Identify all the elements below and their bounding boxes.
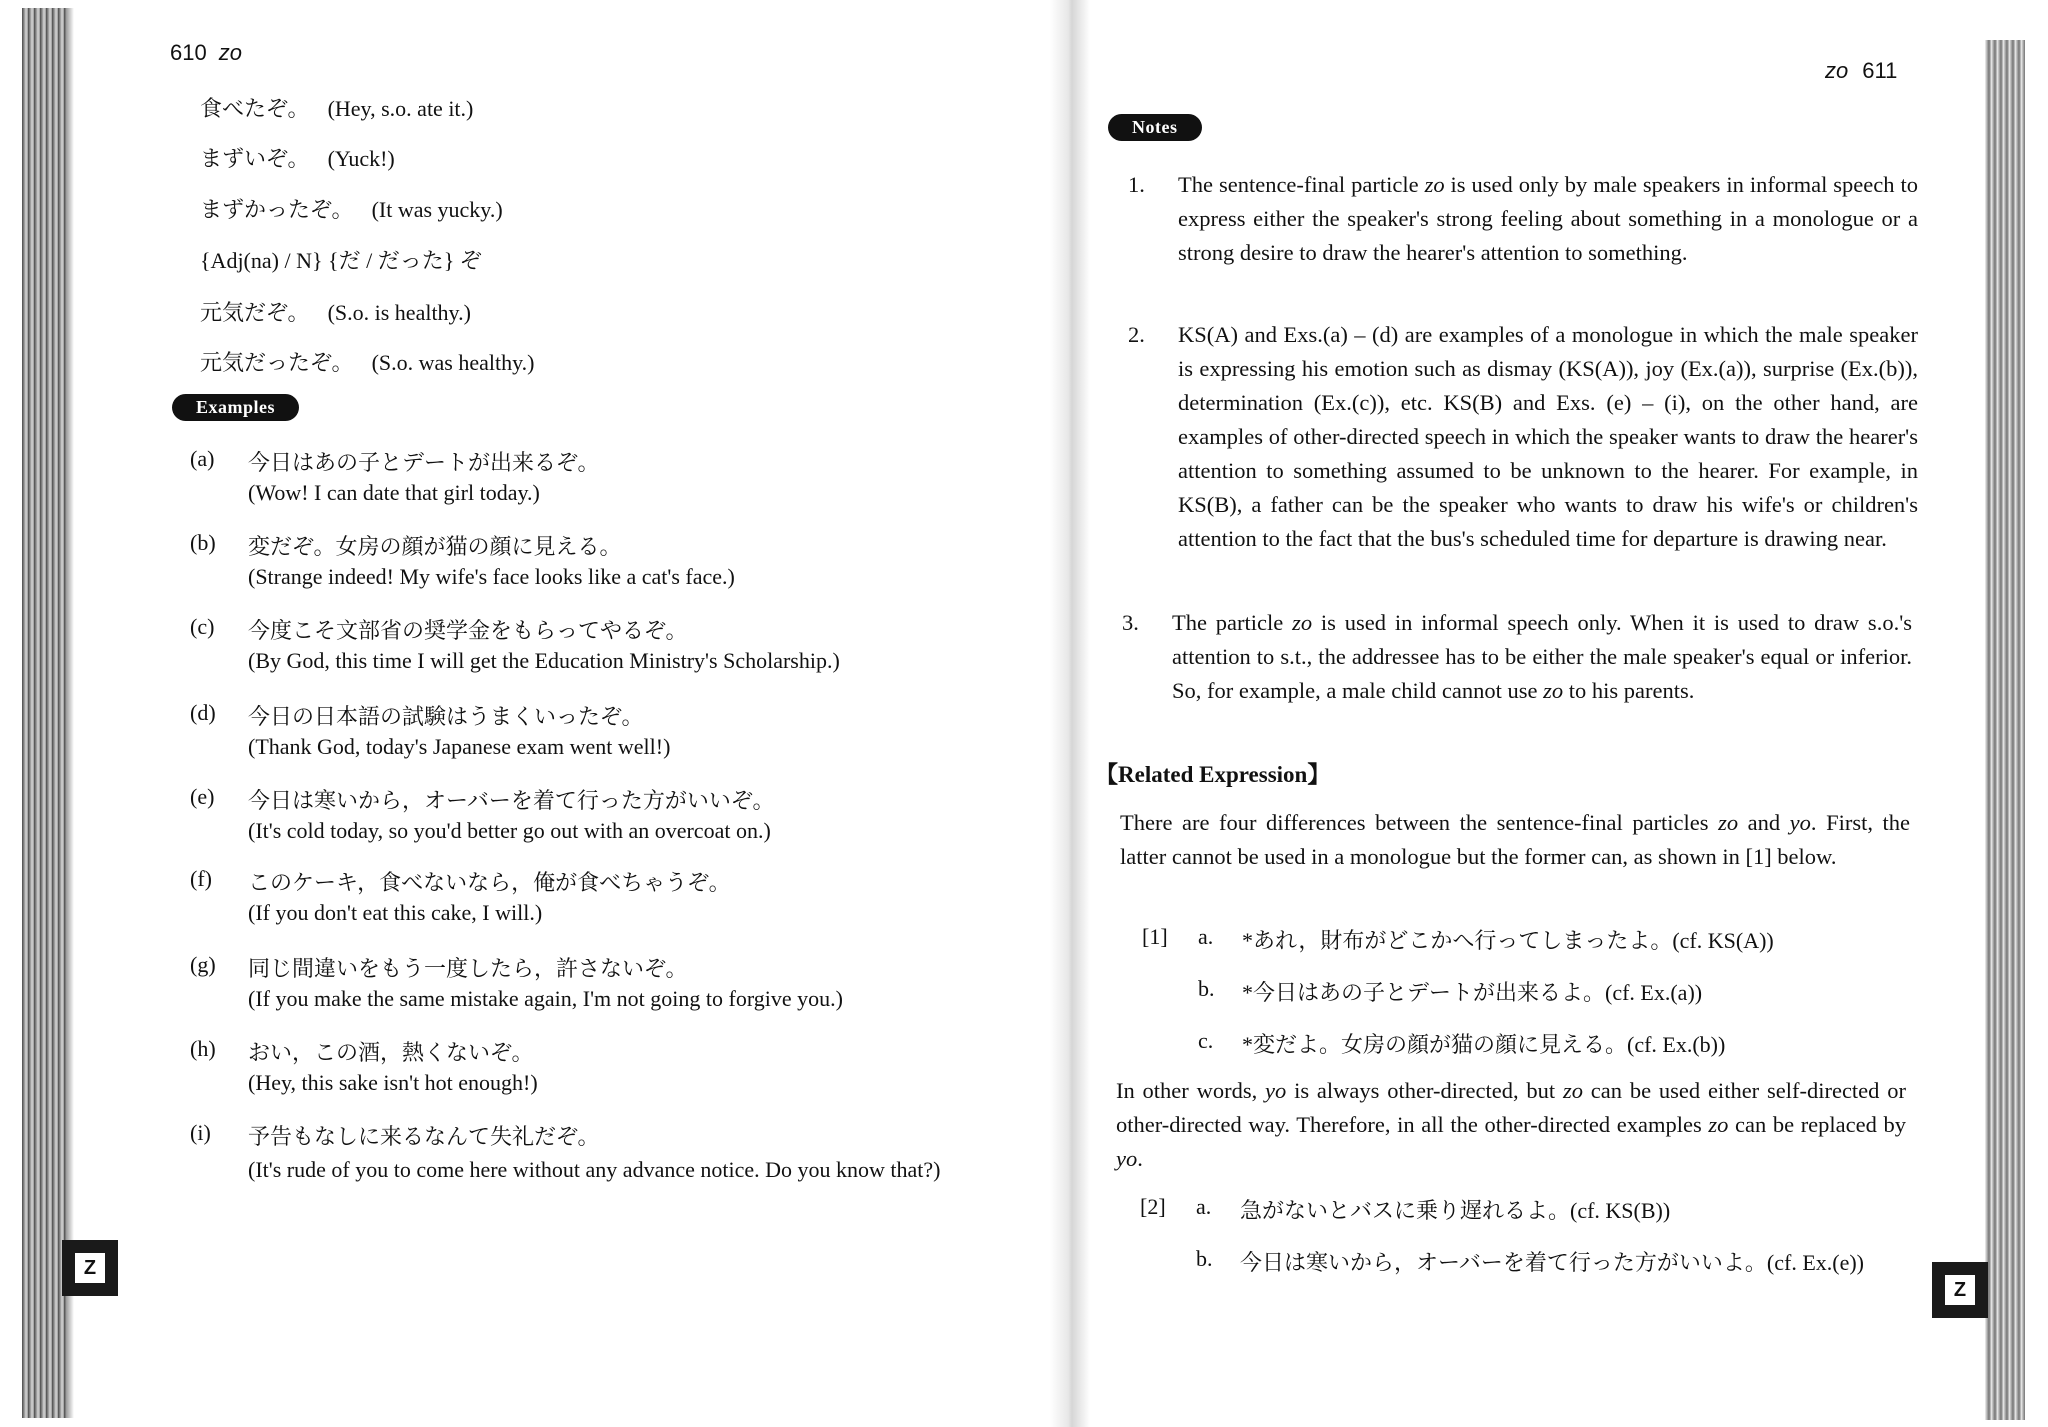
pattern-gloss: (Hey, s.o. ate it.) <box>327 96 474 121</box>
pattern-jp: 元気だったぞ。 <box>200 350 354 375</box>
book-edge-right <box>1985 40 2025 1420</box>
pattern-gloss: (S.o. is healthy.) <box>327 300 471 325</box>
related-example-text: 今日は寒いから，オーバーを着て行った方がいいよ。(cf. Ex.(e)) <box>1240 1250 1865 1275</box>
pattern-jp: 元気だぞ。 <box>200 300 310 325</box>
note-number: 1. <box>1128 172 1145 197</box>
example-en: (Hey, this sake isn't hot enough!) <box>248 1070 538 1095</box>
example-en: (It's rude of you to come here without any advance notice. Do you know that?) <box>248 1157 941 1182</box>
pattern-line <box>200 92 473 123</box>
left-page-header <box>170 40 242 66</box>
example-en: (If you make the same mistake again, I'm not going to forgive you.) <box>248 986 843 1011</box>
example-jp: 同じ間違いをもう一度したら，許さないぞ。 <box>248 956 688 981</box>
example-label: (h) <box>190 1036 216 1061</box>
pattern-gloss: (It was yucky.) <box>371 197 503 222</box>
example-jp: 今日の日本語の試験はうまくいったぞ。 <box>248 704 644 729</box>
pattern-gloss: (Yuck!) <box>327 146 395 171</box>
example-label: (i) <box>190 1120 211 1145</box>
related-paragraph: There are four differences between the sentence-final particles zo and yo. First, the latter cannot be used in a monologue but the former can, as shown in [1] below. <box>1120 810 1910 869</box>
example-label: (a) <box>190 446 215 471</box>
example-label: (c) <box>190 614 215 639</box>
related-example-text: *あれ，財布がどこかへ行ってしまったよ。(cf. KS(A)) <box>1242 928 1774 953</box>
example-jp: 変だぞ。女房の顔が猫の顔に見える。 <box>248 534 622 559</box>
notes-badge: Notes <box>1108 114 1202 141</box>
related-expression-title: 【Related Expression】 <box>1095 762 1331 787</box>
tab-letter: Z <box>1945 1275 1975 1305</box>
example-jp: 今度こそ文部省の奨学金をもらってやるぞ。 <box>248 618 688 643</box>
example-en: (If you don't eat this cake, I will.) <box>248 900 543 925</box>
pattern-line <box>200 244 482 275</box>
example-jp: 今日はあの子とデートが出来るぞ。 <box>248 450 600 475</box>
header-word: zo <box>1825 58 1849 83</box>
note-number: 3. <box>1122 610 1139 635</box>
related-example-text: 急がないとバスに乗り遅れるよ。(cf. KS(B)) <box>1240 1198 1671 1223</box>
note-text: KS(A) and Exs.(a) – (d) are examples of a monologue in which the male speaker is expressing his emotion such as dismay (KS(A)), joy (Ex.(a)), surprise (Ex.(b)), determination (Ex.(c)), etc. KS(B) and Exs. (e) – (i), on the other hand, are examples of other-directed speech in which the speaker wants to draw the hearer's attention to something assumed to be unknown to the hearer. For example, in KS(B), a father can be the speaker who wants to draw his wife's or children's attention to the fact that the bus's scheduled time for departure is drawing near. <box>1178 322 1918 551</box>
note-text: The sentence-final particle zo is used only by male speakers in informal speech to express either the speaker's strong feeling about something in a monologue or a strong desire to draw the hearer's attention to something. <box>1178 172 1918 265</box>
pattern-line <box>200 296 471 327</box>
examples-badge: Examples <box>172 394 299 421</box>
example-label: (b) <box>190 530 216 555</box>
pattern-jp: {Adj(na) / N} {だ / だった} ぞ <box>200 248 482 273</box>
note-item <box>1128 318 1928 598</box>
note-item <box>1128 168 1928 308</box>
example-jp: 予告もなしに来るなんて失礼だぞ。 <box>248 1124 600 1149</box>
related-example-sub: a. <box>1196 1194 1212 1219</box>
header-word: zo <box>218 40 242 65</box>
example-en: (Wow! I can date that girl today.) <box>248 480 540 505</box>
note-text: The particle zo is used in informal speech only. When it is used to draw s.o.'s attention to s.t., the addressee has to be either the male speaker's equal or inferior. So, for example, a male child cannot use zo to his parents. <box>1172 610 1913 703</box>
book-edge-left <box>22 8 66 1418</box>
example-label: (e) <box>190 784 215 809</box>
book-edge-shadow <box>66 8 74 1418</box>
page-number: 610 <box>170 40 207 65</box>
related-example-sub: a. <box>1198 924 1214 949</box>
example-en: (It's cold today, so you'd better go out with an overcoat on.) <box>248 818 771 843</box>
note-number: 2. <box>1128 322 1145 347</box>
pattern-jp: まずかったぞ。 <box>200 197 354 222</box>
thumb-index-tab-left <box>62 1240 118 1296</box>
pattern-jp: まずいぞ。 <box>200 146 310 171</box>
pattern-gloss: (S.o. was healthy.) <box>371 350 535 375</box>
example-jp: このケーキ，食べないなら，俺が食べちゃうぞ。 <box>248 870 731 895</box>
right-page-header <box>1825 58 1897 84</box>
example-en: (By God, this time I will get the Education Ministry's Scholarship.) <box>248 648 840 673</box>
tab-letter: Z <box>75 1253 105 1283</box>
related-example-tag: [2] <box>1140 1194 1166 1219</box>
example-label: (d) <box>190 700 216 725</box>
book-gutter <box>1050 0 1090 1427</box>
example-label: (g) <box>190 952 216 977</box>
related-example-text: *変だよ。女房の顔が猫の顔に見える。(cf. Ex.(b)) <box>1242 1032 1726 1057</box>
example-jp: おい，この酒，熱くないぞ。 <box>248 1040 534 1065</box>
example-en: (Strange indeed! My wife's face looks like a cat's face.) <box>248 564 735 589</box>
related-example-tag: [1] <box>1142 924 1168 949</box>
thumb-index-tab-right <box>1932 1262 1988 1318</box>
pattern-line <box>200 142 395 173</box>
example-label: (f) <box>190 866 212 891</box>
example-en: (Thank God, today's Japanese exam went well!) <box>248 734 671 759</box>
pattern-line <box>200 193 503 224</box>
related-paragraph: In other words, yo is always other-directed, but zo can be used either self-directed or other-directed way. Therefore, in all the other-directed examples zo can be replaced by yo. <box>1116 1078 1906 1171</box>
related-example-sub: c. <box>1198 1028 1214 1053</box>
pattern-line <box>200 346 535 377</box>
note-item <box>1122 606 1922 746</box>
related-example-sub: b. <box>1196 1246 1213 1271</box>
related-example-text: *今日はあの子とデートが出来るよ。(cf. Ex.(a)) <box>1242 980 1703 1005</box>
pattern-jp: 食べたぞ。 <box>200 96 310 121</box>
related-example-sub: b. <box>1198 976 1215 1001</box>
page-number: 611 <box>1862 58 1898 83</box>
example-jp: 今日は寒いから，オーバーを着て行った方がいいぞ。 <box>248 788 775 813</box>
